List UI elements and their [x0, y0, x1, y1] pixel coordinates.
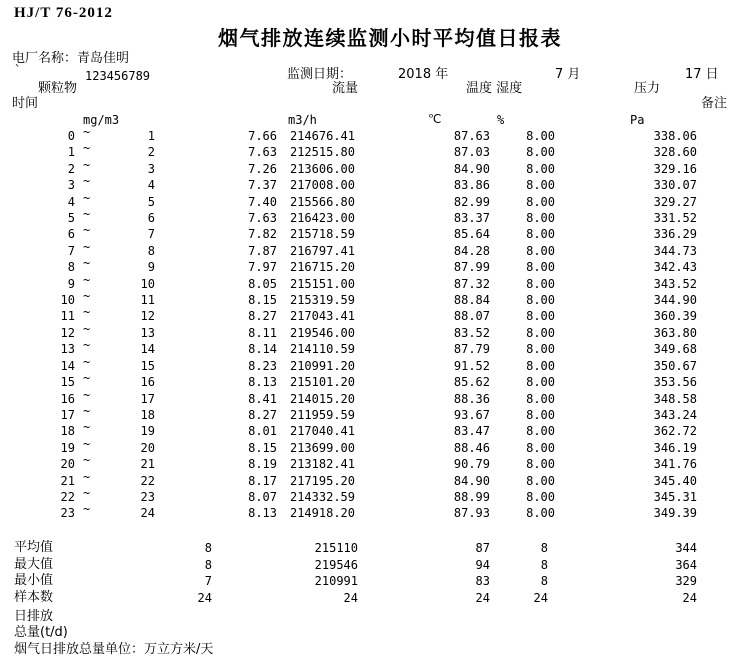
summary-label: 平均值: [14, 540, 54, 555]
flow-cell: 215566.80: [289, 194, 355, 209]
hour-to-cell: 20: [140, 440, 155, 455]
hour-to-cell: 23: [140, 489, 155, 504]
pm-cell: 8.19: [248, 457, 277, 472]
pm-cell: 7.63: [248, 145, 277, 160]
pressure-cell: 363.80: [653, 325, 697, 340]
hour-from-cell: 19: [60, 440, 75, 455]
temp-cell: 83.86: [453, 178, 490, 193]
tick-mark: `: [14, 63, 22, 77]
table-row: [0, 321, 740, 341]
table-row: [0, 256, 740, 275]
hour-from-cell: 12: [60, 325, 75, 340]
hour-from-cell: 5: [67, 211, 75, 226]
pm-cell: 8.41: [248, 391, 277, 406]
table-row: [0, 354, 740, 374]
table-row: [0, 174, 740, 193]
tilde-mark: ~: [83, 223, 91, 238]
summary-value: 83: [475, 574, 490, 589]
hour-from-cell: 0: [67, 129, 75, 143]
pressure-cell: 349.39: [653, 506, 697, 521]
summary-label: 最大值: [14, 556, 54, 572]
temp-cell: 82.99: [453, 194, 490, 209]
tilde-mark: ~: [83, 502, 91, 517]
table-row: [0, 305, 740, 324]
table-row: [0, 190, 740, 210]
humidity-cell: 8.00: [526, 161, 555, 176]
temp-cell: 87.79: [453, 342, 490, 357]
temp-cell: 87.63: [453, 129, 490, 143]
column-header-pm: 颗粒物: [38, 81, 78, 96]
hour-to-cell: 8: [147, 243, 155, 258]
tilde-mark: ~: [83, 469, 91, 484]
tilde-mark: ~: [83, 420, 91, 435]
table-row: [0, 272, 740, 292]
flow-cell: 213182.41: [289, 457, 355, 472]
summary-value: 329: [675, 574, 697, 589]
summary-value: 219546: [314, 557, 358, 572]
pm-cell: 8.15: [248, 293, 277, 308]
daily-total-label: 总量(t/d): [14, 625, 68, 640]
table-row: [0, 403, 740, 423]
flow-cell: 214110.59: [289, 342, 355, 357]
pressure-cell: 345.31: [653, 489, 697, 504]
plant-name-label: 电厂名称：青岛佳明: [12, 51, 130, 66]
table-row: [0, 453, 740, 472]
temp-cell: 87.32: [453, 276, 490, 291]
pressure-cell: 336.29: [653, 227, 697, 242]
column-header-pressure: 压力: [634, 81, 661, 96]
pm-cell: 8.15: [248, 440, 277, 455]
humidity-cell: 8.00: [526, 391, 555, 406]
hour-from-cell: 15: [60, 375, 75, 390]
hour-from-cell: 22: [60, 489, 75, 504]
humidity-cell: 8.00: [526, 293, 555, 308]
pm-cell: 7.40: [248, 194, 277, 209]
table-row: [0, 502, 740, 521]
hour-to-cell: 17: [140, 391, 155, 406]
temp-cell: 87.03: [453, 145, 490, 160]
summary-value: 24: [682, 590, 697, 605]
flow-cell: 214015.20: [289, 391, 355, 406]
hour-from-cell: 6: [67, 227, 75, 242]
date-day: 17 日: [685, 67, 719, 82]
flow-cell: 210991.20: [289, 358, 355, 373]
pm-cell: 8.13: [248, 506, 277, 521]
pressure-cell: 341.76: [653, 457, 697, 472]
unit-pm: mg/m3: [83, 113, 120, 127]
hour-to-cell: 10: [140, 276, 155, 291]
hour-to-cell: 15: [140, 358, 155, 373]
temp-cell: 83.52: [453, 325, 490, 340]
humidity-cell: 8.00: [526, 440, 555, 455]
humidity-cell: 8.00: [526, 407, 555, 422]
hour-from-cell: 13: [60, 342, 75, 357]
summary-row: [0, 573, 740, 590]
hour-to-cell: 5: [147, 194, 155, 209]
hour-from-cell: 4: [67, 194, 75, 209]
temp-cell: 85.62: [453, 375, 490, 390]
flow-cell: 214918.20: [289, 506, 355, 521]
tilde-mark: ~: [83, 305, 91, 320]
summary-value: 24: [533, 590, 548, 605]
summary-value: 24: [343, 590, 358, 605]
flow-cell: 216423.00: [289, 211, 355, 226]
tilde-mark: ~: [83, 321, 91, 336]
summary-value: 215110: [314, 541, 358, 555]
tilde-mark: ~: [83, 338, 91, 353]
pm-cell: 8.17: [248, 473, 277, 488]
temp-cell: 88.36: [453, 391, 490, 406]
temp-cell: 90.79: [453, 457, 490, 472]
summary-label: 最小值: [14, 573, 54, 589]
tilde-mark: ~: [83, 157, 91, 172]
pm-cell: 7.87: [248, 243, 277, 258]
hour-from-cell: 1: [67, 145, 75, 160]
hour-to-cell: 12: [140, 309, 155, 324]
hour-to-cell: 3: [147, 161, 155, 176]
flow-cell: 217043.41: [289, 309, 355, 324]
hour-from-cell: 7: [67, 243, 75, 258]
pm-cell: 8.27: [248, 309, 277, 324]
temp-cell: 93.67: [453, 407, 490, 422]
column-header-remark: 备注: [701, 96, 728, 111]
table-row: [0, 371, 740, 390]
summary-value: 87: [475, 541, 490, 555]
pm-cell: 8.14: [248, 342, 277, 357]
pm-cell: 7.66: [248, 129, 277, 143]
unit-temp: ℃: [428, 112, 442, 126]
column-header-flow: 流量: [332, 81, 359, 96]
flow-cell: 213606.00: [289, 161, 355, 176]
temp-cell: 88.84: [453, 293, 490, 308]
date-month: 7 月: [555, 67, 581, 82]
pm-cell: 8.01: [248, 424, 277, 439]
unit-flow: m3/h: [288, 113, 317, 127]
pressure-cell: 338.06: [653, 129, 697, 143]
data-rows: [0, 125, 740, 522]
flow-cell: 216797.41: [289, 243, 355, 258]
temp-cell: 87.99: [453, 260, 490, 275]
hour-to-cell: 4: [147, 178, 155, 193]
summary-value: 24: [475, 590, 490, 605]
hour-to-cell: 22: [140, 473, 155, 488]
table-row: [0, 436, 740, 456]
tilde-mark: ~: [83, 387, 91, 402]
page-title: 烟气排放连续监测小时平均值日报表: [218, 26, 562, 50]
hour-to-cell: 6: [147, 211, 155, 226]
table-row: [0, 387, 740, 407]
humidity-cell: 8.00: [526, 194, 555, 209]
humidity-cell: 8.00: [526, 375, 555, 390]
pm-cell: 8.13: [248, 375, 277, 390]
hour-from-cell: 18: [60, 424, 75, 439]
pressure-cell: 345.40: [653, 473, 697, 488]
summary-value: 210991: [314, 574, 358, 589]
temp-cell: 83.37: [453, 211, 490, 226]
summary-value: 344: [675, 541, 697, 555]
flow-cell: 211959.59: [289, 407, 355, 422]
table-row: [0, 207, 740, 226]
monitor-date-label: 监测日期：: [287, 67, 353, 82]
tilde-mark: ~: [83, 190, 91, 205]
tilde-mark: ~: [83, 125, 91, 139]
temp-cell: 85.64: [453, 227, 490, 242]
pm-cell: 7.82: [248, 227, 277, 242]
humidity-cell: 8.00: [526, 211, 555, 226]
hour-from-cell: 21: [60, 473, 75, 488]
humidity-cell: 8.00: [526, 473, 555, 488]
summary-value: 94: [475, 557, 490, 572]
temp-cell: 88.46: [453, 440, 490, 455]
hour-from-cell: 14: [60, 358, 75, 373]
temp-cell: 84.28: [453, 243, 490, 258]
table-row: [0, 485, 740, 505]
humidity-cell: 8.00: [526, 260, 555, 275]
pressure-cell: 329.16: [653, 161, 697, 176]
flow-cell: 212515.80: [289, 145, 355, 160]
tilde-mark: ~: [83, 485, 91, 500]
tilde-mark: ~: [83, 354, 91, 369]
plant-code: 123456789: [85, 69, 151, 83]
summary-value: 7: [204, 574, 212, 589]
table-row: [0, 338, 740, 357]
hour-from-cell: 10: [60, 293, 75, 308]
pressure-cell: 349.68: [653, 342, 697, 357]
summary-value: 24: [197, 590, 212, 605]
summary-value: 8: [204, 557, 212, 572]
hour-to-cell: 7: [147, 227, 155, 242]
hour-to-cell: 9: [147, 260, 155, 275]
column-header-temp-humidity: 温度 湿度: [466, 81, 523, 96]
flow-cell: 214332.59: [289, 489, 355, 504]
table-row: [0, 469, 740, 489]
pm-cell: 8.11: [248, 325, 277, 340]
pm-cell: 7.26: [248, 161, 277, 176]
pressure-cell: 328.60: [653, 145, 697, 160]
summary-value: 8: [540, 541, 548, 555]
hour-from-cell: 20: [60, 457, 75, 472]
temp-cell: 87.93: [453, 506, 490, 521]
hour-to-cell: 14: [140, 342, 155, 357]
tilde-mark: ~: [83, 453, 91, 468]
summary-row: [0, 557, 740, 574]
humidity-cell: 8.00: [526, 358, 555, 373]
flow-cell: 213699.00: [289, 440, 355, 455]
pm-cell: 8.23: [248, 358, 277, 373]
flow-cell: 214676.41: [289, 129, 355, 143]
pressure-cell: 329.27: [653, 194, 697, 209]
temp-cell: 88.07: [453, 309, 490, 324]
tilde-mark: ~: [83, 436, 91, 451]
humidity-cell: 8.00: [526, 325, 555, 340]
pressure-cell: 343.52: [653, 276, 697, 291]
flow-cell: 215319.59: [289, 293, 355, 308]
pm-cell: 8.27: [248, 407, 277, 422]
humidity-cell: 8.00: [526, 129, 555, 143]
date-year: 2018 年: [398, 67, 449, 82]
humidity-cell: 8.00: [526, 489, 555, 504]
pm-cell: 7.97: [248, 260, 277, 275]
pm-cell: 8.07: [248, 489, 277, 504]
standard-code: HJ/T 76-2012: [14, 5, 113, 21]
tilde-mark: ~: [83, 403, 91, 418]
tilde-mark: ~: [83, 289, 91, 304]
pressure-cell: 344.90: [653, 293, 697, 308]
hour-from-cell: 9: [67, 276, 75, 291]
hour-from-cell: 16: [60, 391, 75, 406]
humidity-cell: 8.00: [526, 424, 555, 439]
humidity-cell: 8.00: [526, 243, 555, 258]
flow-cell: 217008.00: [289, 178, 355, 193]
table-row: [0, 289, 740, 308]
hour-from-cell: 11: [60, 309, 75, 324]
pm-cell: 7.63: [248, 211, 277, 226]
flow-cell: 219546.00: [289, 325, 355, 340]
hour-from-cell: 23: [60, 506, 75, 521]
pressure-cell: 348.58: [653, 391, 697, 406]
summary-row: [0, 590, 740, 607]
pm-cell: 8.05: [248, 276, 277, 291]
pressure-cell: 344.73: [653, 243, 697, 258]
table-row: [0, 223, 740, 242]
temp-cell: 84.90: [453, 473, 490, 488]
hour-to-cell: 16: [140, 375, 155, 390]
summary-rows: [0, 540, 740, 606]
humidity-cell: 8.00: [526, 309, 555, 324]
hour-to-cell: 18: [140, 407, 155, 422]
pressure-cell: 343.24: [653, 407, 697, 422]
column-header-time: 时间: [12, 96, 39, 111]
pressure-cell: 330.07: [653, 178, 697, 193]
temp-cell: 88.99: [453, 489, 490, 504]
summary-label: 样本数: [14, 589, 54, 605]
footer-note: 烟气日排放总量单位：万立方米/天: [14, 642, 214, 657]
tilde-mark: ~: [83, 207, 91, 222]
tilde-mark: ~: [83, 256, 91, 271]
tilde-mark: ~: [83, 272, 91, 287]
pressure-cell: 346.19: [653, 440, 697, 455]
humidity-cell: 8.00: [526, 276, 555, 291]
hour-from-cell: 8: [67, 260, 75, 275]
pressure-cell: 353.56: [653, 375, 697, 390]
humidity-cell: 8.00: [526, 506, 555, 521]
tilde-mark: ~: [83, 141, 91, 156]
humidity-cell: 8.00: [526, 178, 555, 193]
summary-value: 8: [540, 574, 548, 589]
hour-to-cell: 1: [147, 129, 155, 143]
summary-value: 8: [204, 541, 212, 555]
tilde-mark: ~: [83, 371, 91, 386]
summary-row: [0, 540, 740, 557]
table-row: [0, 239, 740, 259]
hour-to-cell: 24: [140, 506, 155, 521]
hour-to-cell: 11: [140, 293, 155, 308]
flow-cell: 215101.20: [289, 375, 355, 390]
unit-humidity: %: [497, 113, 505, 127]
flow-cell: 216715.20: [289, 260, 355, 275]
humidity-cell: 8.00: [526, 227, 555, 242]
pm-cell: 7.37: [248, 178, 277, 193]
temp-cell: 83.47: [453, 424, 490, 439]
summary-value: 8: [540, 557, 548, 572]
pressure-cell: 331.52: [653, 211, 697, 226]
temp-cell: 84.90: [453, 161, 490, 176]
pressure-cell: 342.43: [653, 260, 697, 275]
hour-from-cell: 17: [60, 407, 75, 422]
summary-value: 364: [675, 557, 697, 572]
table-row: [0, 141, 740, 160]
table-row: [0, 157, 740, 177]
tilde-mark: ~: [83, 174, 91, 189]
hour-from-cell: 3: [67, 178, 75, 193]
flow-cell: 217040.41: [289, 424, 355, 439]
hour-to-cell: 13: [140, 325, 155, 340]
humidity-cell: 8.00: [526, 457, 555, 472]
table-row: [0, 125, 740, 144]
hour-to-cell: 21: [140, 457, 155, 472]
humidity-cell: 8.00: [526, 342, 555, 357]
hour-to-cell: 2: [147, 145, 155, 160]
hour-to-cell: 19: [140, 424, 155, 439]
daily-emission-label: 日排放: [14, 609, 54, 624]
pressure-cell: 350.67: [653, 358, 697, 373]
pressure-cell: 360.39: [653, 309, 697, 324]
unit-pressure: Pa: [630, 113, 645, 127]
flow-cell: 215718.59: [289, 227, 355, 242]
hour-from-cell: 2: [67, 161, 75, 176]
temp-cell: 91.52: [453, 358, 490, 373]
tilde-mark: ~: [83, 239, 91, 254]
table-row: [0, 420, 740, 439]
pressure-cell: 362.72: [653, 424, 697, 439]
humidity-cell: 8.00: [526, 145, 555, 160]
flow-cell: 215151.00: [289, 276, 355, 291]
flow-cell: 217195.20: [289, 473, 355, 488]
